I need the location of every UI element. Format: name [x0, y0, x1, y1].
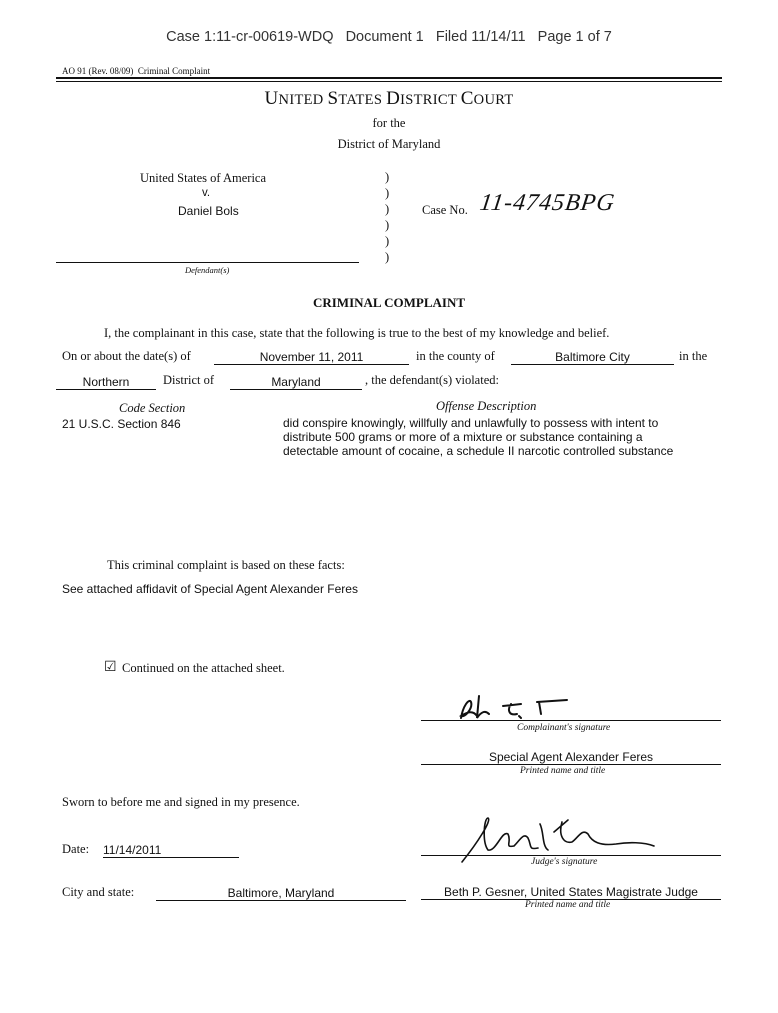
offense-line-2: distribute 500 grams or more of a mixture or substance containing a	[283, 430, 643, 444]
printed-name-label-2: Printed name and title	[525, 900, 611, 910]
court-name-part-4-small: OURT	[473, 92, 514, 108]
printed-name-label-1: Printed name and title	[520, 766, 606, 776]
case-no-label: Case No.	[422, 203, 468, 217]
date-label: Date:	[62, 842, 90, 856]
case-no-value: 11-4745BPG	[478, 190, 617, 216]
versus-label: v.	[202, 187, 211, 199]
judge-signature-label: Judge's signature	[531, 857, 598, 867]
county-field: Baltimore City	[511, 350, 674, 365]
court-name-part-4-big: C	[460, 88, 474, 109]
sworn-text: Sworn to before me and signed in my presence.	[62, 795, 300, 809]
facts-value: See attached affidavit of Special Agent Alexander Feres	[62, 582, 358, 596]
complainant-signature-label: Complainant's signature	[517, 723, 611, 733]
filing-stamp: Case 1:11-cr-00619-WDQ Document 1 Filed 11/14/11 Page 1 of 7	[166, 29, 612, 45]
caption-paren-5: )	[385, 234, 390, 248]
plaintiff-name: United States of America	[140, 171, 267, 185]
city-state-label: City and state:	[62, 885, 135, 899]
form-id: AO 91 (Rev. 08/09) Criminal Complaint	[62, 66, 211, 76]
court-name-part-1-small: NITED	[278, 92, 328, 108]
court-name	[0, 88, 778, 110]
court-name-part-1-big: U	[264, 88, 279, 109]
state-field: Maryland	[230, 375, 362, 390]
defendant-name: Daniel Bols	[178, 204, 239, 218]
caption-paren-3: )	[385, 202, 390, 216]
court-name-part-2-big: S	[327, 88, 339, 109]
court-name-part-3-big: D	[386, 88, 401, 109]
code-section-header: Code Section	[119, 401, 186, 415]
continued-checkbox: ☑	[104, 658, 117, 674]
defendant-label: Defendant(s)	[185, 265, 230, 275]
district-direction-field: Northern	[56, 375, 156, 390]
date-field: 11/14/2011	[103, 843, 239, 858]
caption-paren-6: )	[385, 250, 390, 264]
court-name-part-3-small: ISTRICT	[400, 92, 461, 108]
complainant-name-line	[421, 764, 721, 765]
facts-intro: This criminal complaint is based on these facts:	[107, 558, 345, 572]
complainant-signature-stroke	[461, 696, 567, 718]
complaint-title: CRIMINAL COMPLAINT	[312, 295, 466, 310]
offense-date-field: November 11, 2011	[214, 350, 409, 365]
offense-line-3: detectable amount of cocaine, a schedule II narcotic controlled substance	[283, 444, 674, 458]
judge-signature-line	[421, 855, 721, 856]
offense-description-header: Offense Description	[436, 399, 537, 413]
code-section-value: 21 U.S.C. Section 846	[62, 417, 181, 431]
judge-name: Beth P. Gesner, United States Magistrate Judge	[444, 885, 698, 899]
header-rule-top	[56, 77, 722, 79]
district-name: District of Maryland	[337, 137, 441, 151]
offense-line-1: did conspire knowingly, willfully and unlawfully to possess with intent to	[283, 416, 659, 430]
complainant-name: Special Agent Alexander Feres	[488, 750, 654, 764]
in-the-label: in the	[679, 349, 708, 363]
in-county-label: in the county of	[416, 349, 495, 363]
for-the-label: for the	[372, 116, 406, 130]
intro-text: I, the complainant in this case, state that the following is true to the best of my knowledge and belief.	[104, 326, 610, 340]
defendant-violated-label: , the defendant(s) violated:	[365, 373, 499, 387]
court-name-part-2-small: TATES	[338, 92, 387, 108]
caption-paren-4: )	[385, 218, 390, 232]
caption-paren-2: )	[385, 186, 390, 200]
on-or-about-label: On or about the date(s) of	[62, 349, 191, 363]
district-of-label: District of	[163, 373, 215, 387]
continued-text: Continued on the attached sheet.	[122, 661, 285, 675]
defendant-line	[56, 262, 359, 263]
complainant-signature-line	[421, 720, 721, 721]
caption-paren-1: )	[385, 170, 390, 184]
header-rule-bottom	[56, 81, 722, 82]
city-state-field: Baltimore, Maryland	[156, 886, 406, 901]
